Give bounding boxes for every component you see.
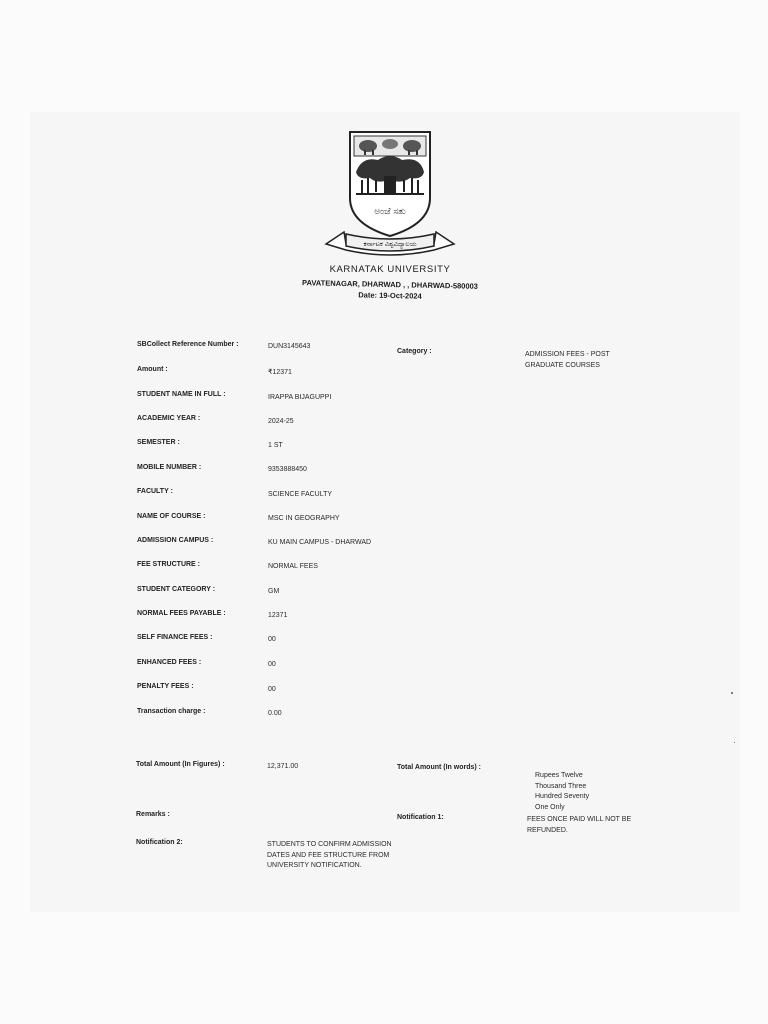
normal-fees-label: NORMAL FEES PAYABLE : <box>137 610 226 617</box>
emblem-script: ಅಂಜೆ ಸತು <box>374 207 406 217</box>
category-value: ADMISSION FEES - POST GRADUATE COURSES <box>525 351 610 369</box>
semester-label: SEMESTER : <box>137 439 180 446</box>
amount-label: Amount : <box>137 366 168 373</box>
self-finance-value: 00 <box>268 636 276 643</box>
transaction-charge-label: Transaction charge : <box>137 708 206 715</box>
student-name-value: IRAPPA BIJAGUPPI <box>268 394 332 401</box>
semester-value: 1 ST <box>268 442 283 449</box>
mobile-value: 9353888450 <box>268 466 307 473</box>
university-crest-icon <box>322 128 458 258</box>
total-words-value: Rupees Twelve Thousand Three Hundred Seventy One Only <box>535 772 590 811</box>
scan-speck <box>734 742 735 743</box>
category-label: Category : <box>397 348 432 355</box>
academic-year-value: 2024-25 <box>268 418 294 425</box>
academic-year-label: ACADEMIC YEAR : <box>137 415 201 422</box>
total-figures-label: Total Amount (In Figures) : <box>136 761 225 768</box>
university-address: PAVATENAGAR, DHARWAD , , DHARWAD-580003 <box>301 278 478 291</box>
notification2-label: Notification 2: <box>136 839 183 846</box>
mobile-label: MOBILE NUMBER : <box>137 464 202 471</box>
campus-value: KU MAIN CAMPUS - DHARWAD <box>268 539 372 546</box>
faculty-value: SCIENCE FACULTY <box>268 491 333 498</box>
transaction-charge-value: 0.00 <box>268 710 282 717</box>
remarks-label: Remarks : <box>136 811 170 818</box>
campus-label: ADMISSION CAMPUS : <box>137 537 214 544</box>
fee-structure-label: FEE STRUCTURE : <box>137 561 200 568</box>
penalty-fees-label: PENALTY FEES : <box>137 683 194 690</box>
self-finance-label: SELF FINANCE FEES : <box>137 634 213 641</box>
reference-label: SBCollect Reference Number : <box>137 341 239 348</box>
fee-structure-value: NORMAL FEES <box>268 563 318 570</box>
course-value: MSC IN GEOGRAPHY <box>268 515 340 522</box>
student-name-label: STUDENT NAME IN FULL : <box>137 391 226 398</box>
university-name: KARNATAK UNIVERSITY <box>329 264 451 275</box>
receipt-date: Date: 19-Oct-2024 <box>358 290 422 301</box>
amount-value: ₹12371 <box>268 369 292 376</box>
total-figures-value: 12,371.00 <box>267 763 299 770</box>
course-label: NAME OF COURSE : <box>137 513 206 520</box>
emblem-ribbon-text: ಕರ್ನಾಟಕ ವಿಶ್ವವಿದ್ಯಾಲಯ <box>363 240 417 248</box>
notification1-value: FEES ONCE PAID WILL NOT BE REFUNDED. <box>527 816 632 834</box>
faculty-label: FACULTY : <box>137 488 173 495</box>
notification2-value: STUDENTS TO CONFIRM ADMISSION DATES AND FEE STRUCTURE FROM UNIVERSITY NOTIFICATION. <box>267 841 392 869</box>
penalty-fees-value: 00 <box>268 686 276 693</box>
enhanced-fees-label: ENHANCED FEES : <box>137 659 202 666</box>
student-category-value: GM <box>268 588 280 595</box>
enhanced-fees-value: 00 <box>268 661 276 668</box>
scan-speck <box>731 692 733 694</box>
reference-value: DUN3145643 <box>268 343 311 350</box>
student-category-label: STUDENT CATEGORY : <box>137 586 216 593</box>
total-words-label: Total Amount (In words) : <box>397 764 481 771</box>
normal-fees-value: 12371 <box>268 612 288 619</box>
notification1-label: Notification 1: <box>397 814 444 821</box>
